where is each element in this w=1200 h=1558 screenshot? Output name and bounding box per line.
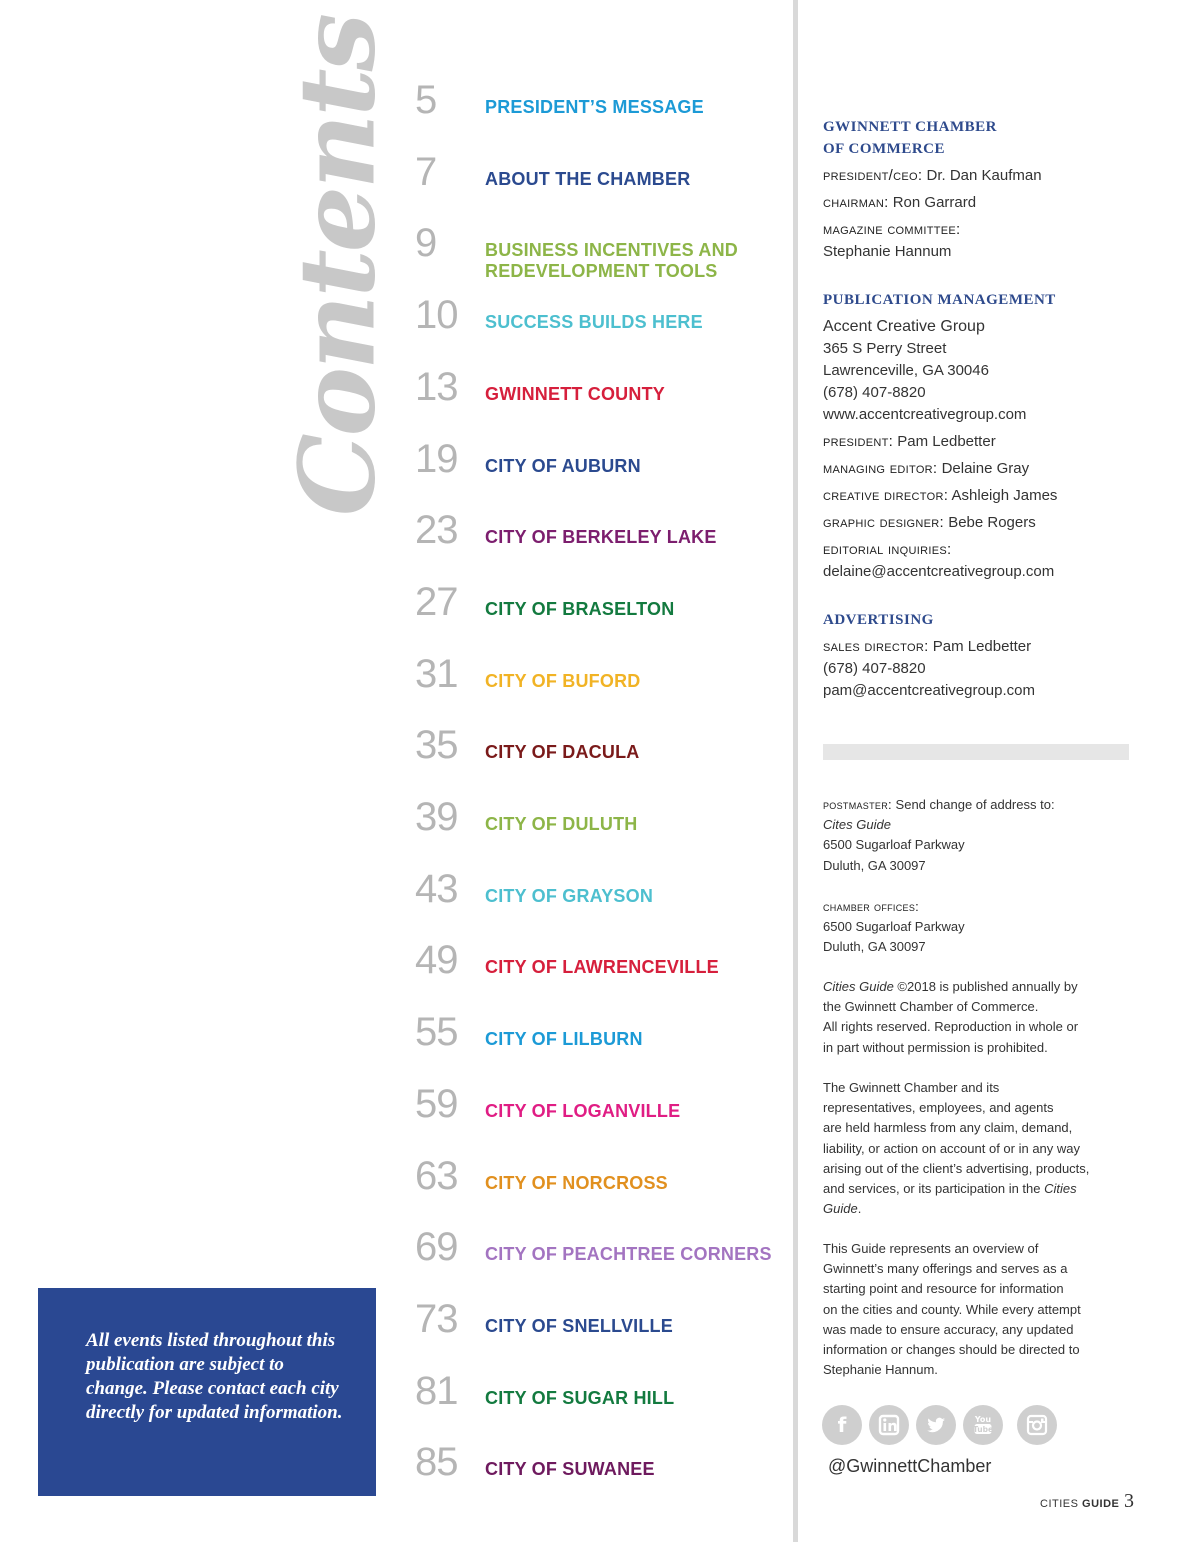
toc-label: CITY OF SUGAR HILL <box>485 1387 675 1408</box>
publication-name: CITIES GUIDE <box>1040 1498 1120 1510</box>
toc-label: ABOUT THE CHAMBER <box>485 168 691 189</box>
toc-label: CITY OF SNELLVILLE <box>485 1315 673 1336</box>
graphic-designer: graphic designer: Bebe Rogers <box>823 514 1036 531</box>
toc-label: CITY OF BRASELTON <box>485 598 675 619</box>
toc-label: CITY OF PEACHTREE CORNERS <box>485 1244 772 1265</box>
publication-president: president: Pam Ledbetter <box>823 433 996 450</box>
page-number: 3 <box>1124 1490 1134 1512</box>
sales-director: sales director: Pam Ledbetter <box>823 638 1032 655</box>
toc-page-number: 39 <box>415 795 458 839</box>
toc-page-number: 7 <box>415 149 437 194</box>
committee-label: magazine committee: <box>823 221 961 238</box>
toc-page-number: 49 <box>415 938 458 983</box>
svg-text:You: You <box>974 1415 992 1424</box>
toc-label: CITY OF LOGANVILLE <box>485 1100 681 1121</box>
toc-page-number: 69 <box>415 1225 458 1270</box>
toc-page-number: 73 <box>415 1296 458 1341</box>
notice-box <box>38 1288 376 1496</box>
toc-label: CITY OF DACULA <box>485 742 640 763</box>
toc-label: CITY OF AUBURN <box>485 455 641 476</box>
toc-label: CITY OF LILBURN <box>485 1029 643 1050</box>
toc-item[interactable] <box>415 508 785 568</box>
advertising-phone: (678) 407-8820 <box>823 660 926 677</box>
contents-title-text: Contents <box>275 15 399 517</box>
facebook-icon[interactable]: f <box>822 1405 862 1445</box>
toc-page-number: 63 <box>415 1153 458 1198</box>
contents-title <box>275 15 399 517</box>
toc-item[interactable] <box>415 1225 785 1285</box>
advertising-email[interactable]: pam@accentcreativegroup.com <box>823 682 1035 699</box>
publisher-phone: (678) 407-8820 <box>823 384 926 401</box>
toc-label: CITY OF LAWRENCEVILLE <box>485 957 719 978</box>
column-divider <box>793 0 798 1542</box>
toc-item[interactable] <box>415 1369 785 1429</box>
toc-item[interactable] <box>415 365 785 425</box>
publisher-address1: 365 S Perry Street <box>823 340 947 357</box>
toc-item[interactable] <box>415 1010 785 1070</box>
toc-item[interactable] <box>415 580 785 640</box>
toc-item[interactable] <box>415 1297 785 1357</box>
toc-page-number: 43 <box>415 866 458 911</box>
toc-label: SUCCESS BUILDS HERE <box>485 312 703 333</box>
toc-item[interactable] <box>415 867 785 927</box>
separator-bar <box>823 744 1129 760</box>
toc-page-number: 13 <box>415 364 458 409</box>
publisher-website[interactable]: www.accentcreativegroup.com <box>823 406 1027 423</box>
toc-label: CITY OF BERKELEY LAKE <box>485 527 717 548</box>
overview-block: This Guide represents an overview of Gwinnett’s many offerings and serves as a starting point and resource for information on the cities and county. While every attempt was made to ensure accuracy, any updated information or changes should be directed to Stephanie Hannum. <box>823 1241 1081 1378</box>
toc-item[interactable] <box>415 652 785 712</box>
toc-item[interactable] <box>415 1154 785 1214</box>
chamber-heading: GWINNETT CHAMBER OF COMMERCE <box>823 119 997 157</box>
toc-label: BUSINESS INCENTIVES AND REDEVELOPMENT TOOLS <box>485 240 738 282</box>
toc-item[interactable] <box>415 437 785 497</box>
toc-item[interactable] <box>415 1440 785 1500</box>
toc-page-number: 23 <box>415 508 458 553</box>
toc-item[interactable] <box>415 150 785 210</box>
toc-page-number: 10 <box>415 293 458 338</box>
toc-item[interactable] <box>415 723 785 783</box>
social-handle[interactable]: @GwinnettChamber <box>828 1456 992 1476</box>
page-footer <box>1040 1490 1140 1516</box>
toc-page-number: 85 <box>415 1440 458 1485</box>
editorial-inquiries-label: editorial inquiries: <box>823 541 952 558</box>
toc-label: CITY OF SUWANEE <box>485 1459 655 1480</box>
toc-page-number: 27 <box>415 579 458 624</box>
svg-text:Tube: Tube <box>972 1425 994 1434</box>
chamber-chairman: chairman: Ron Garrard <box>823 194 977 211</box>
creative-director: creative director: Ashleigh James <box>823 487 1058 504</box>
notice-text: All events listed throughout this publication are subject to change. Please contact each city directly for updated information. <box>86 1330 343 1423</box>
toc-page-number: 55 <box>415 1010 458 1055</box>
toc-item[interactable] <box>415 938 785 998</box>
editorial-inquiries-email[interactable]: delaine@accentcreativegroup.com <box>823 563 1055 580</box>
toc-page-number: 19 <box>415 436 458 481</box>
publisher-address2: Lawrenceville, GA 30046 <box>823 362 989 379</box>
twitter-icon[interactable] <box>916 1405 956 1445</box>
toc-label: PRESIDENT’S MESSAGE <box>485 97 704 117</box>
toc-label: CITY OF GRAYSON <box>485 885 654 906</box>
toc-item[interactable] <box>415 221 785 281</box>
youtube-icon[interactable] <box>963 1405 1003 1445</box>
toc-page-number: 5 <box>415 78 437 122</box>
toc-label: CITY OF BUFORD <box>485 670 641 691</box>
toc-item[interactable] <box>415 293 785 353</box>
toc-item[interactable] <box>415 78 785 138</box>
advertising-heading: ADVERTISING <box>823 612 934 628</box>
toc-page-number: 59 <box>415 1081 458 1126</box>
disclaimer-block: The Gwinnett Chamber and its representatives, employees, and agents are held harmless from any claim, demand, liability, or action on account of or in any way arising out of the client’s advertising, products, and services, or its participation in the Cities Guide. <box>823 1080 1090 1217</box>
toc-page-number: 31 <box>415 651 458 696</box>
publication-heading: PUBLICATION MANAGEMENT <box>823 292 1056 308</box>
committee-member: Stephanie Hannum <box>823 243 952 260</box>
toc-item[interactable] <box>415 1082 785 1142</box>
toc-page-number: 81 <box>415 1368 458 1413</box>
toc-label: CITY OF DULUTH <box>485 814 638 834</box>
instagram-icon[interactable] <box>1017 1405 1057 1445</box>
toc-item[interactable] <box>415 795 785 855</box>
chamber-president: president/ceo: Dr. Dan Kaufman <box>823 167 1042 184</box>
managing-editor: managing editor: Delaine Gray <box>823 460 1030 477</box>
copyright-block: Cities Guide ©2018 is published annually by the Gwinnett Chamber of Commerce. All rights reserved. Reproduction in whole or in part without permission is prohibited. <box>823 979 1079 1055</box>
toc-page-number: 9 <box>415 221 437 266</box>
linkedin-icon[interactable] <box>869 1405 909 1445</box>
chamber-offices-block: chamber offices: 6500 Sugarloaf Parkway Duluth, GA 30097 <box>823 899 965 955</box>
toc-label: CITY OF NORCROSS <box>485 1172 668 1193</box>
publisher-name: Accent Creative Group <box>823 318 985 335</box>
masthead <box>823 116 1143 702</box>
toc-label: GWINNETT COUNTY <box>485 383 665 404</box>
toc-page-number: 35 <box>415 723 458 768</box>
postmaster-block: postmaster: Send change of address to: Cites Guide 6500 Sugarloaf Parkway Duluth, GA 30097 <box>823 797 1055 873</box>
